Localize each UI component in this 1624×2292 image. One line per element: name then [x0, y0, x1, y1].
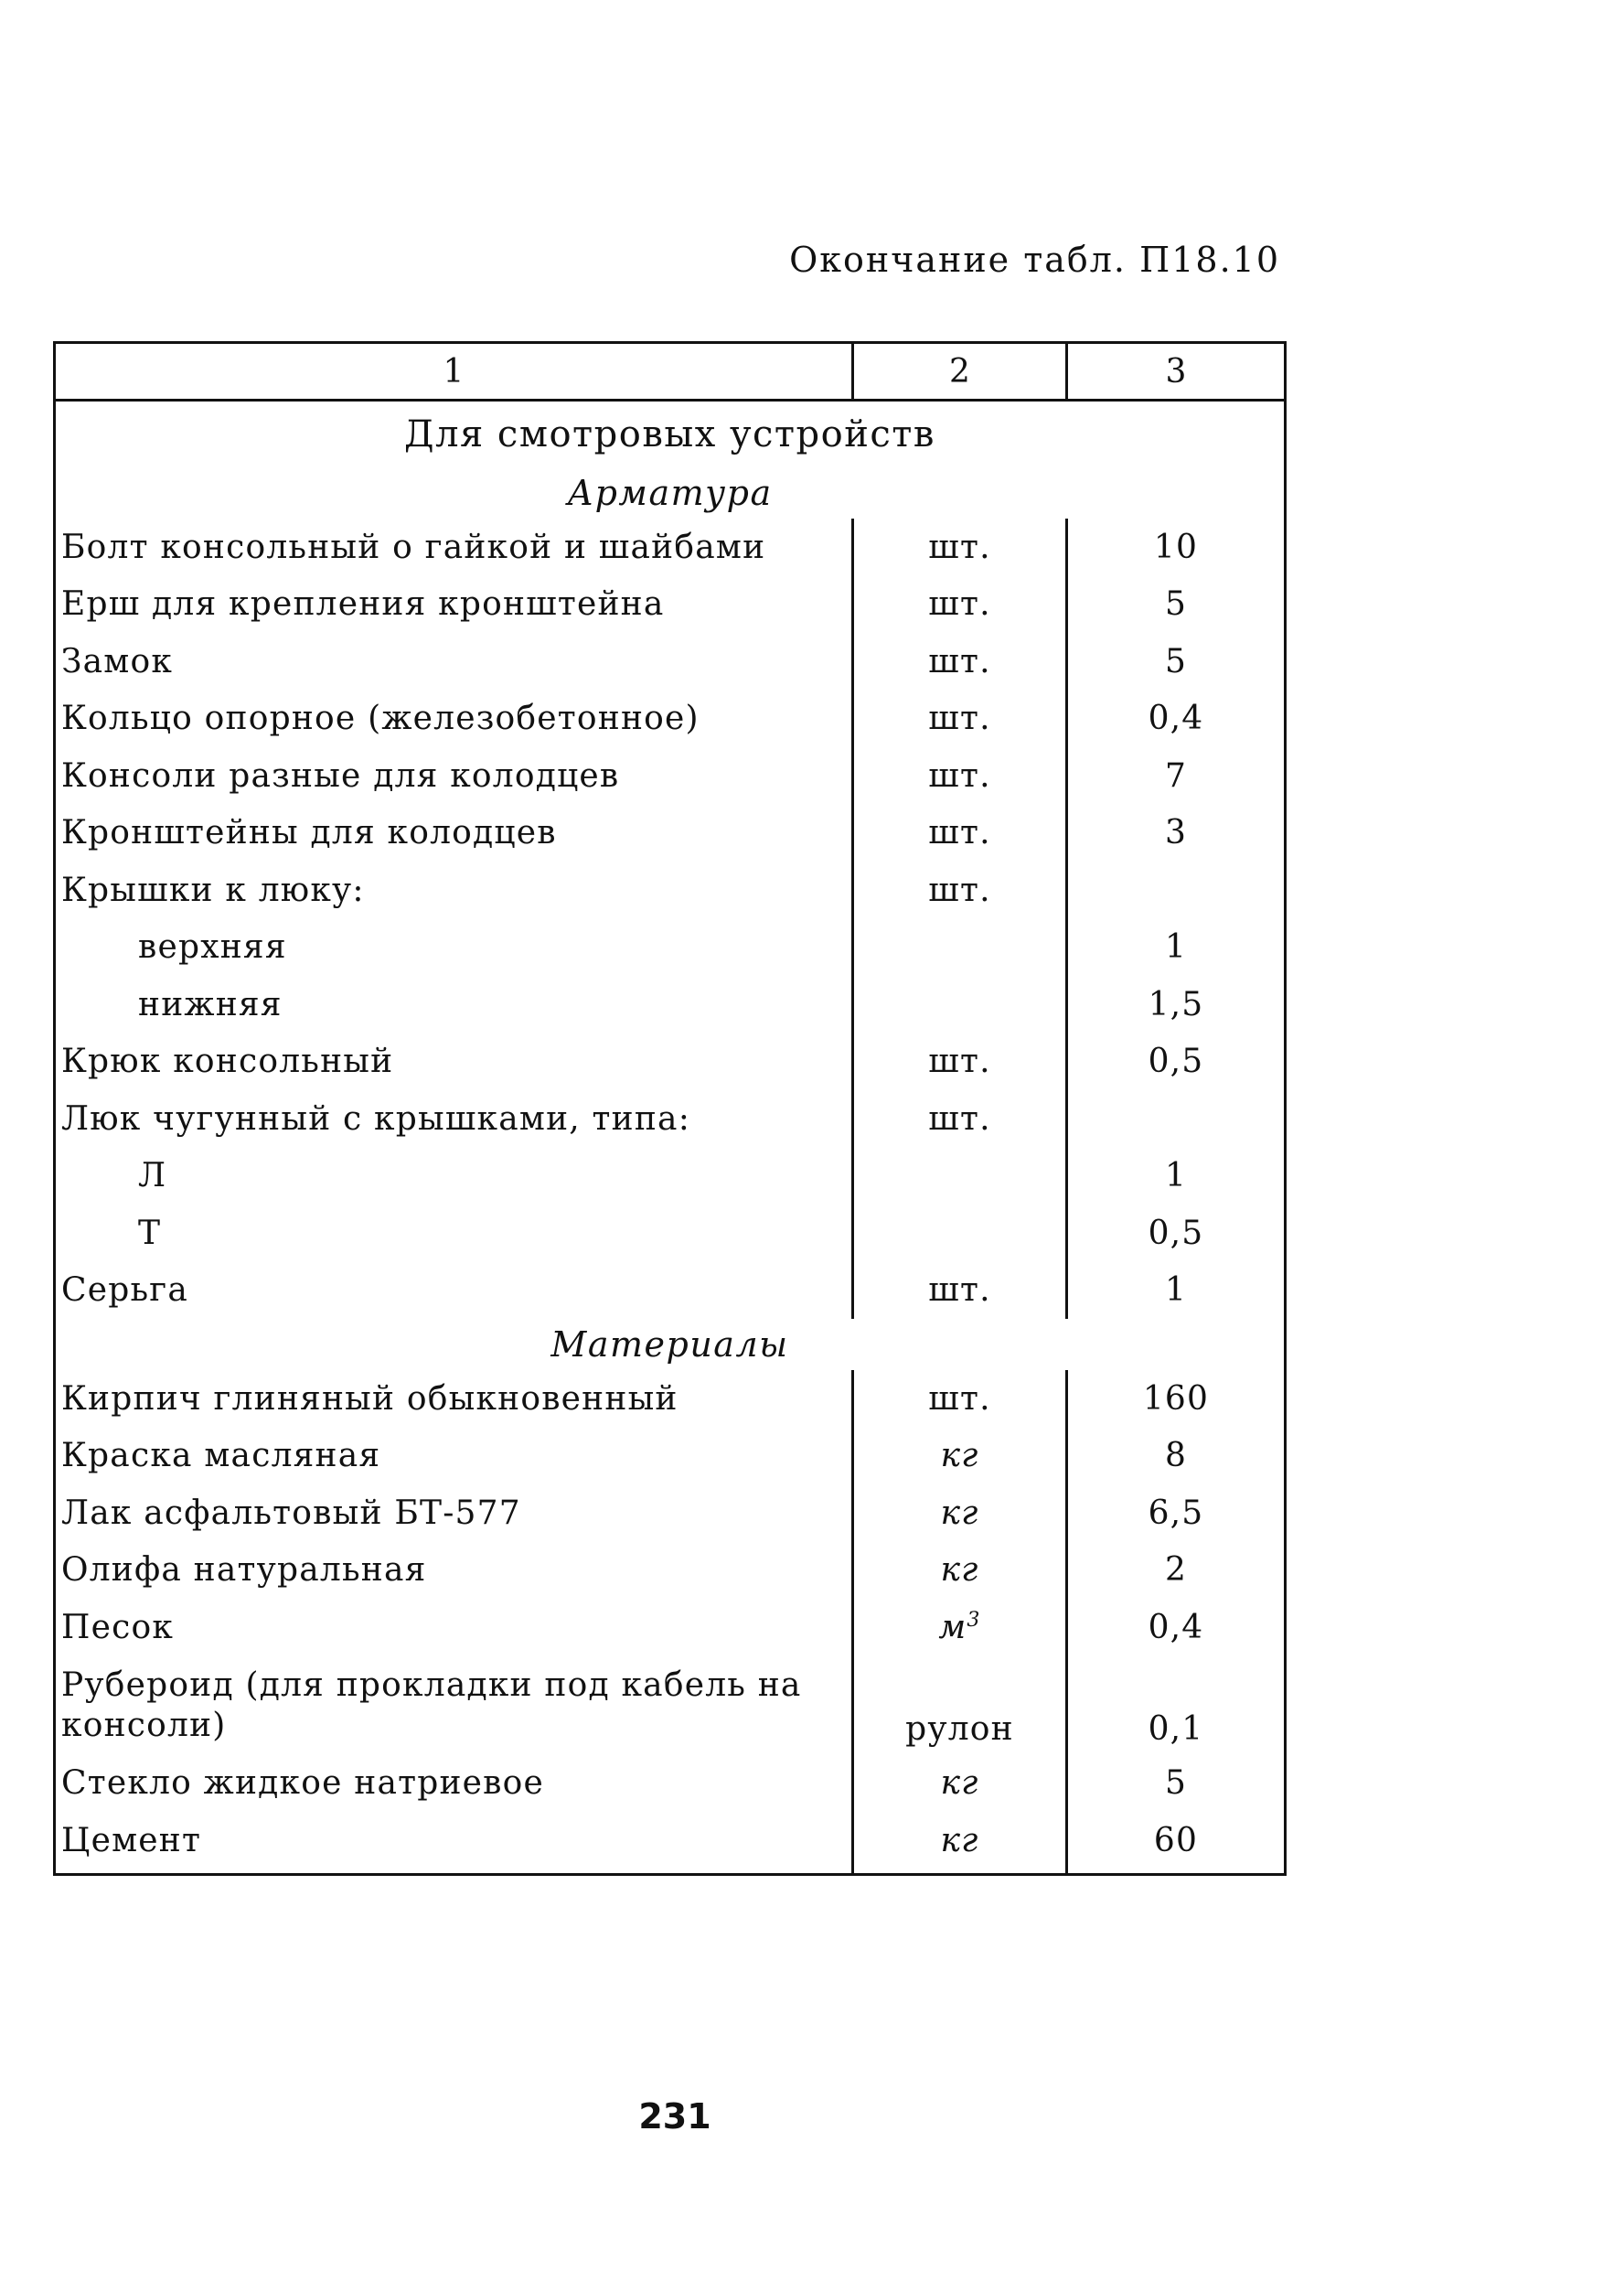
- section-title-row: [55, 401, 1286, 468]
- table-row: [55, 1599, 1286, 1656]
- item-value: 2: [1067, 1542, 1286, 1600]
- item-unit: шт.: [853, 1370, 1067, 1428]
- item-value: 0,5: [1067, 1034, 1286, 1091]
- item-value: 3: [1067, 805, 1286, 862]
- table-row: [55, 691, 1286, 748]
- item-value: 0,1: [1067, 1656, 1286, 1755]
- table-row: [55, 1262, 1286, 1320]
- item-unit: шт.: [853, 691, 1067, 748]
- item-value: 1: [1067, 919, 1286, 977]
- item-unit: кг: [853, 1428, 1067, 1485]
- item-unit: [853, 1599, 1067, 1656]
- item-value: [1067, 1090, 1286, 1148]
- item-unit: шт.: [853, 747, 1067, 805]
- unit-exponent: 3: [967, 1608, 981, 1632]
- group-title-armatura: Арматура: [567, 473, 773, 513]
- table-row: [55, 1755, 1286, 1813]
- item-value: 6,5: [1067, 1484, 1286, 1542]
- table-row: [55, 747, 1286, 805]
- item-unit: кг: [853, 1755, 1067, 1813]
- table-row: [55, 919, 1286, 977]
- item-unit: шт.: [853, 862, 1067, 919]
- item-value: 1,5: [1067, 976, 1286, 1034]
- item-name: Лак асфальтовый БТ-577: [61, 1494, 521, 1532]
- item-unit: рулон: [853, 1656, 1067, 1755]
- item-value: 8: [1067, 1428, 1286, 1485]
- item-value: 60: [1067, 1812, 1286, 1874]
- table-row: [55, 862, 1286, 919]
- table-body: [55, 401, 1286, 1875]
- item-value: 1: [1067, 1148, 1286, 1205]
- item-name: Цемент: [61, 1821, 202, 1859]
- item-unit: [853, 919, 1067, 977]
- table-row: [55, 976, 1286, 1034]
- item-name: верхняя: [138, 928, 287, 967]
- item-value: 160: [1067, 1370, 1286, 1428]
- item-name: Болт консольный о гайкой и шайбами: [61, 528, 766, 566]
- table-row: [55, 805, 1286, 862]
- item-value: 5: [1067, 576, 1286, 634]
- table-row: [55, 1656, 1286, 1755]
- table-row: [55, 1034, 1286, 1091]
- item-name: Кольцо опорное (железобетонное): [61, 700, 700, 738]
- item-name: Стекло жидкое натриевое: [61, 1764, 545, 1803]
- item-name: Олифа натуральная: [61, 1551, 427, 1590]
- item-name: Ерш для крепления кронштейна: [61, 585, 665, 624]
- item-value: 10: [1067, 519, 1286, 576]
- table-row: [55, 1542, 1286, 1600]
- materials-table-container: [53, 341, 1284, 1876]
- table-row: [55, 1090, 1286, 1148]
- item-name: Л: [138, 1157, 167, 1195]
- item-name: нижняя: [138, 985, 283, 1023]
- item-unit: шт.: [853, 633, 1067, 691]
- item-value: 5: [1067, 1755, 1286, 1813]
- item-value: 0,4: [1067, 691, 1286, 748]
- table-row: [55, 633, 1286, 691]
- item-name: Песок: [61, 1608, 175, 1646]
- item-name: Консоли разные для колодцев: [61, 756, 620, 795]
- item-value: 7: [1067, 747, 1286, 805]
- item-unit: кг: [853, 1542, 1067, 1600]
- item-name: Рубероид (для прокладки под кабель на консоли): [61, 1665, 802, 1744]
- header-row: [55, 343, 1286, 401]
- item-unit: шт.: [853, 1262, 1067, 1320]
- group-title-row: [55, 467, 1286, 519]
- column-header-1: 1: [55, 343, 853, 401]
- item-unit: кг: [853, 1812, 1067, 1874]
- table-row: [55, 1205, 1286, 1262]
- item-unit: [853, 1148, 1067, 1205]
- item-unit: [853, 976, 1067, 1034]
- group-title-row: [55, 1319, 1286, 1370]
- group-title-materialy: Материалы: [550, 1324, 789, 1365]
- item-unit: шт.: [853, 576, 1067, 634]
- table-row: [55, 1370, 1286, 1428]
- item-value: 5: [1067, 633, 1286, 691]
- item-name: Т: [138, 1214, 162, 1252]
- item-name: Крюк консольный: [61, 1043, 394, 1081]
- table-row: [55, 1812, 1286, 1874]
- unit-base: м: [938, 1608, 967, 1646]
- item-name: Серьга: [61, 1271, 189, 1310]
- materials-table: [53, 341, 1287, 1876]
- item-name: Краска масляная: [61, 1437, 381, 1475]
- item-name: Крышки к люку:: [61, 871, 365, 909]
- page-number: 231: [638, 2096, 711, 2137]
- item-value: [1067, 862, 1286, 919]
- item-name: Люк чугунный с крышками, типа:: [61, 1099, 691, 1138]
- column-header-3: 3: [1067, 343, 1286, 401]
- item-name: Кирпич глиняный обыкновенный: [61, 1379, 678, 1418]
- table-row: [55, 519, 1286, 576]
- item-unit: шт.: [853, 519, 1067, 576]
- table-row: [55, 1484, 1286, 1542]
- section-title: Для смотровых устройств: [404, 413, 935, 455]
- item-unit: [853, 1205, 1067, 1262]
- item-unit: шт.: [853, 1090, 1067, 1148]
- table-header: [55, 343, 1286, 401]
- table-row: [55, 1428, 1286, 1485]
- table-caption: Окончание табл. П18.10: [789, 240, 1280, 280]
- item-value: 0,4: [1067, 1599, 1286, 1656]
- item-unit: шт.: [853, 1034, 1067, 1091]
- column-header-2: 2: [853, 343, 1067, 401]
- item-unit: кг: [853, 1484, 1067, 1542]
- item-name: Замок: [61, 642, 174, 680]
- item-value: 0,5: [1067, 1205, 1286, 1262]
- item-unit: шт.: [853, 805, 1067, 862]
- item-value: 1: [1067, 1262, 1286, 1320]
- item-name: Кронштейны для колодцев: [61, 814, 557, 852]
- table-row: [55, 1148, 1286, 1205]
- table-row: [55, 576, 1286, 634]
